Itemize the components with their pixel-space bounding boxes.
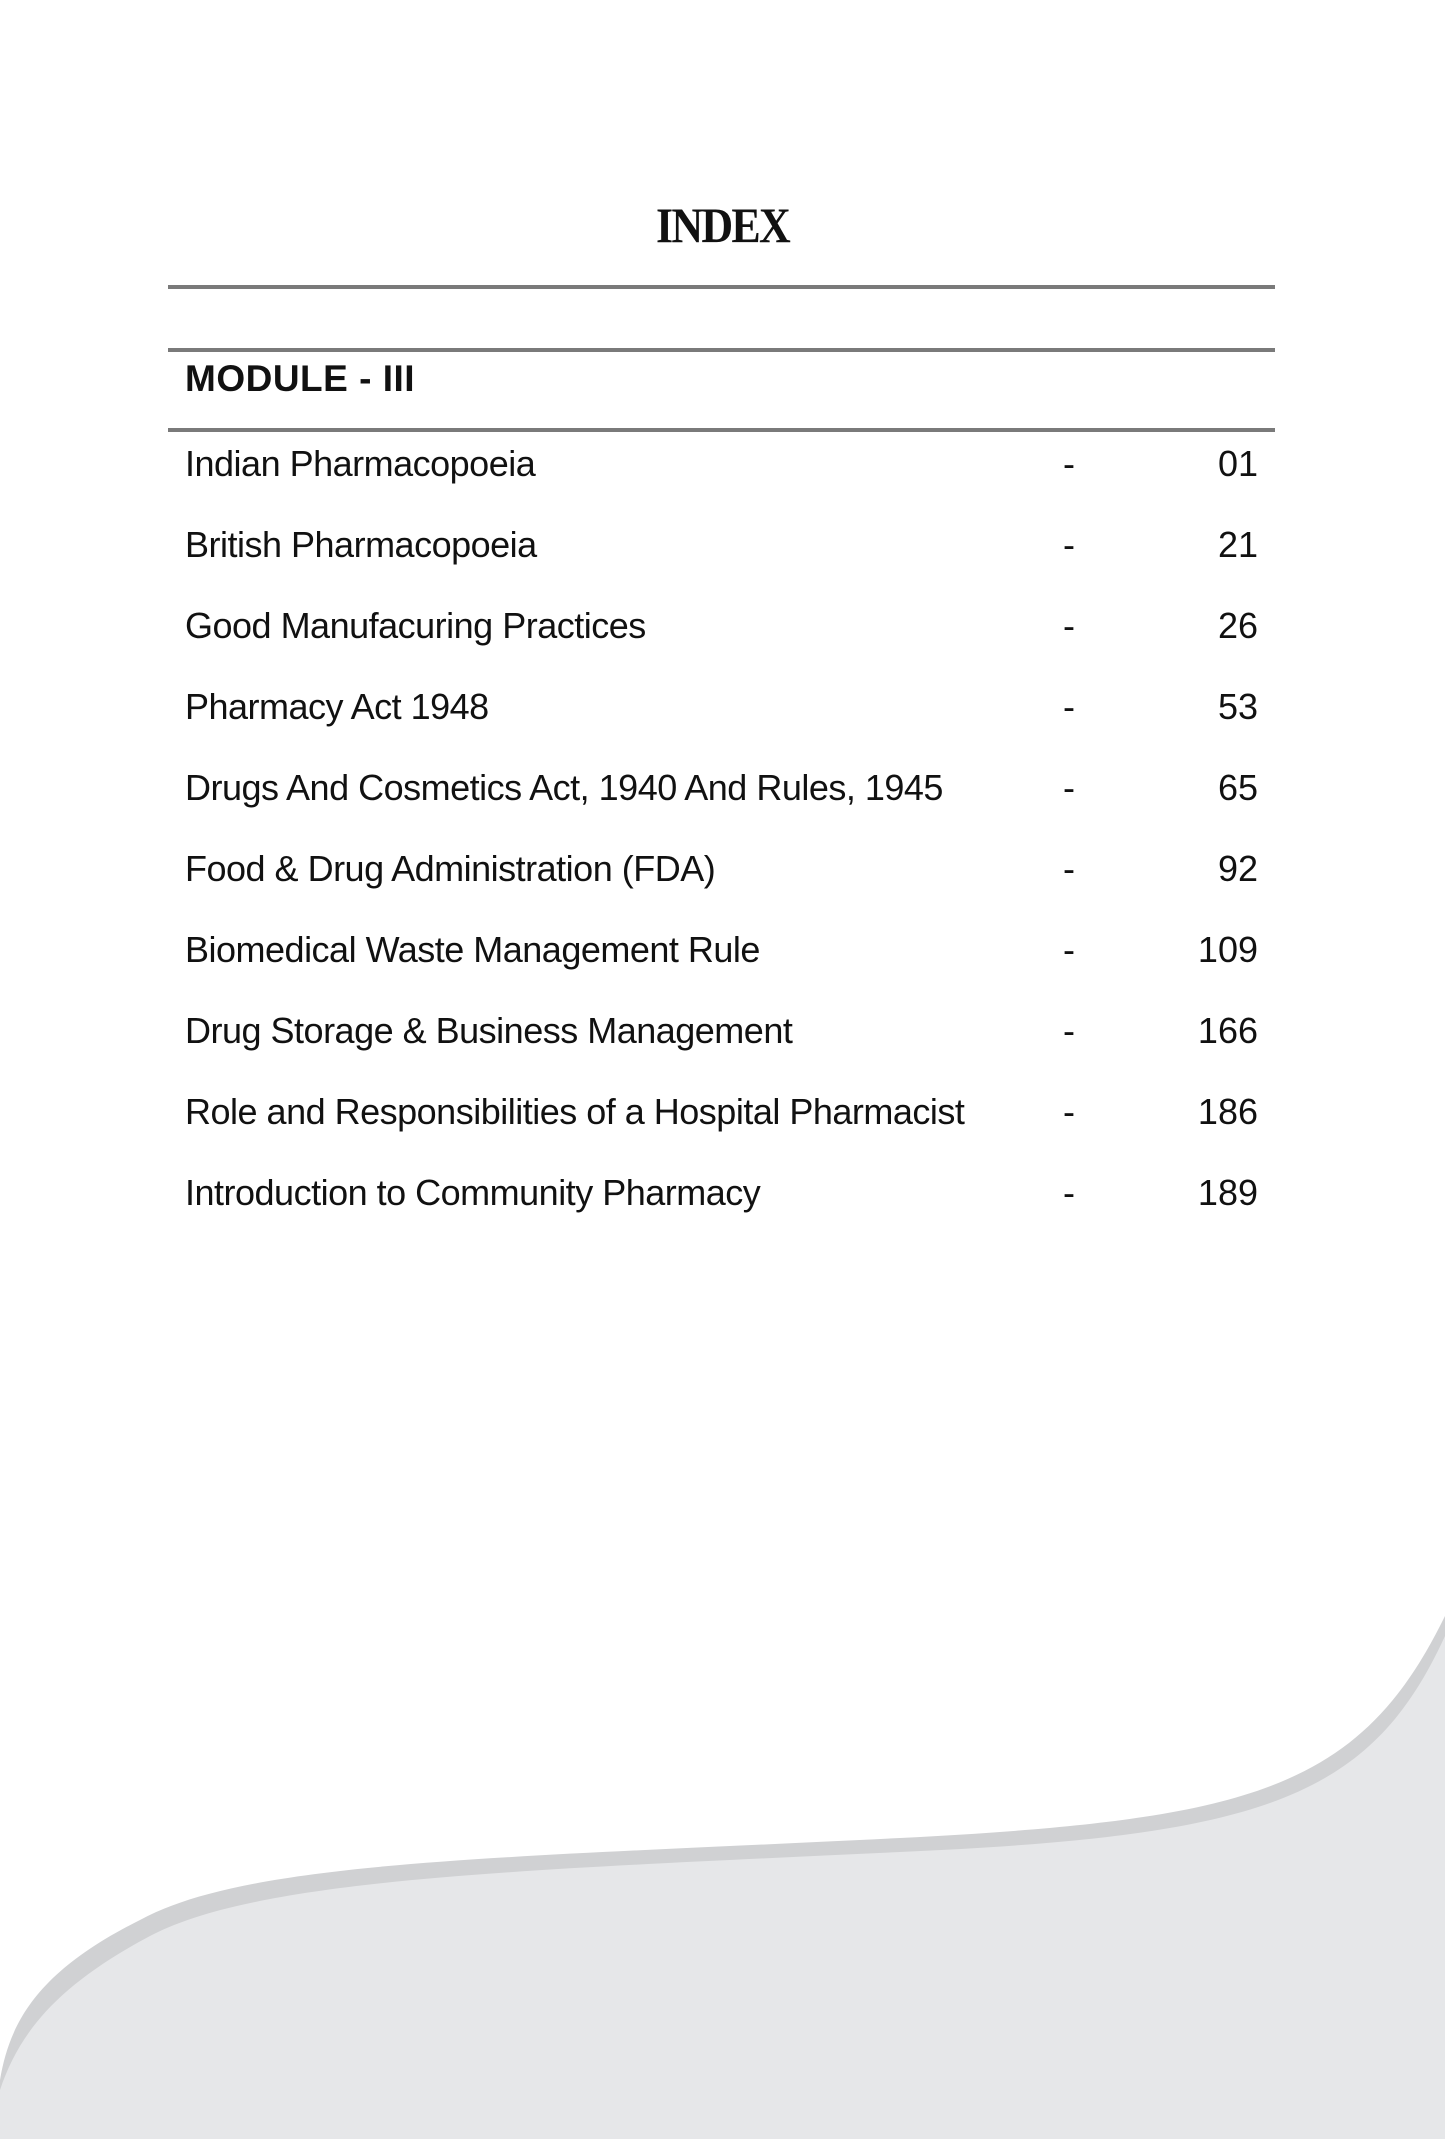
index-entry[interactable] (0, 605, 1445, 685)
entry-page-number: 65 (1217, 767, 1258, 808)
entry-title: Drugs And Cosmetics Act, 1940 And Rules, 1945 (185, 767, 943, 808)
module-heading: MODULE - III (185, 358, 416, 399)
entry-title: Introduction to Community Pharmacy (185, 1172, 761, 1213)
entry-separator: - (1063, 443, 1075, 484)
index-entry[interactable] (0, 1172, 1445, 1252)
entry-separator: - (1063, 929, 1075, 970)
entry-separator: - (1063, 1091, 1075, 1132)
index-entry[interactable] (0, 1091, 1445, 1171)
entry-separator: - (1063, 524, 1075, 565)
entry-page-number: 21 (1217, 524, 1258, 565)
index-entry[interactable] (0, 767, 1445, 847)
entry-separator: - (1063, 686, 1075, 727)
index-entry[interactable] (0, 443, 1445, 523)
entry-page-number: 186 (1197, 1091, 1258, 1132)
entry-title: Pharmacy Act 1948 (185, 686, 489, 727)
entry-title: British Pharmacopoeia (185, 524, 537, 565)
entry-page-number: 109 (1197, 929, 1258, 970)
entry-title: Role and Responsibilities of a Hospital Pharmacist (185, 1091, 965, 1132)
entry-page-number: 189 (1197, 1172, 1258, 1213)
entry-page-number: 26 (1217, 605, 1258, 646)
module-bottom-divider (168, 428, 1275, 432)
entry-title: Indian Pharmacopoeia (185, 443, 536, 484)
entry-separator: - (1063, 767, 1075, 808)
index-entry[interactable] (0, 1010, 1445, 1090)
entry-separator: - (1063, 1172, 1075, 1213)
index-entry[interactable] (0, 524, 1445, 604)
entry-page-number: 01 (1217, 443, 1258, 484)
index-entry[interactable] (0, 848, 1445, 928)
entry-title: Food & Drug Administration (FDA) (185, 848, 716, 889)
entry-page-number: 53 (1217, 686, 1258, 727)
entry-title: Biomedical Waste Management Rule (185, 929, 760, 970)
entry-page-number: 92 (1217, 848, 1258, 889)
entry-separator: - (1063, 605, 1075, 646)
entry-page-number: 166 (1197, 1010, 1258, 1051)
entry-title: Drug Storage & Business Management (185, 1010, 793, 1051)
index-entry[interactable] (0, 686, 1445, 766)
module-top-divider (168, 348, 1275, 352)
title-divider (168, 285, 1275, 289)
index-entry[interactable] (0, 929, 1445, 1009)
entry-separator: - (1063, 848, 1075, 889)
entry-title: Good Manufacuring Practices (185, 605, 646, 646)
page-title: INDEX (655, 197, 789, 253)
entry-separator: - (1063, 1010, 1075, 1051)
